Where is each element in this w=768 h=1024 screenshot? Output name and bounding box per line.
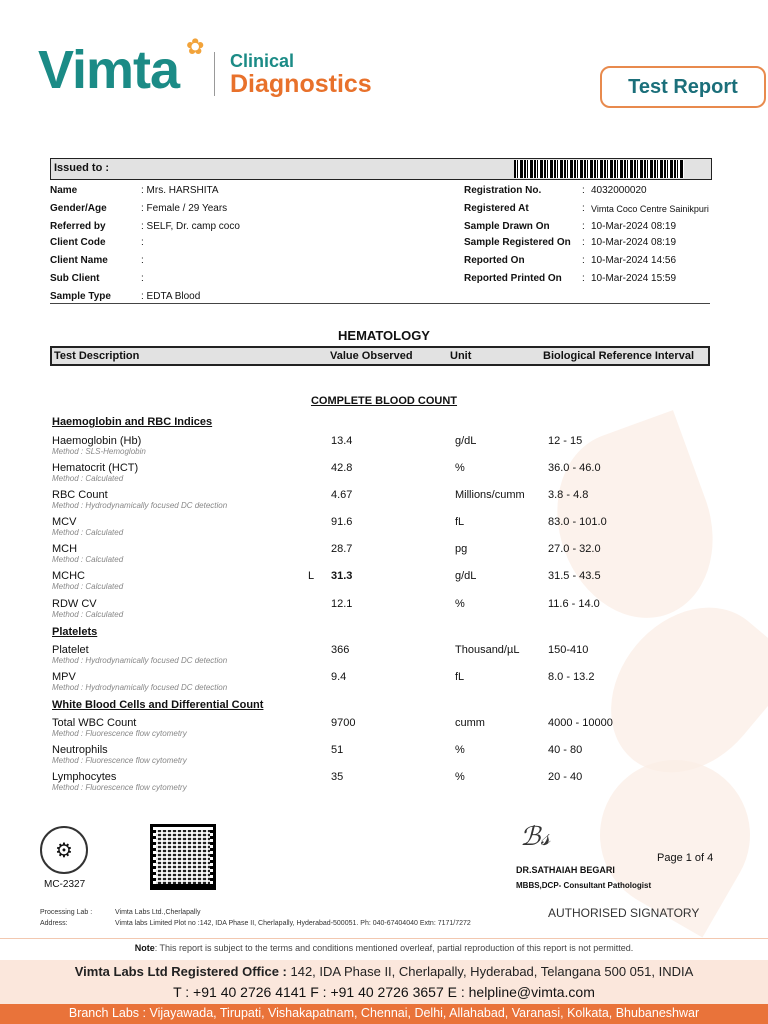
address-value: Vimta labs Limited Plot no :142, IDA Phase II, Cherlapally, Hyderabad-500051. Ph: 040-67404040 Extn: 7171/7272 xyxy=(115,920,471,927)
test-unit: % xyxy=(455,462,465,474)
group-wbc: White Blood Cells and Differential Count xyxy=(52,699,264,711)
table-row xyxy=(0,543,768,569)
test-method: Method : Hydrodynamically focused DC detection xyxy=(52,683,228,692)
doctor-name: DR.SATHAIAH BEGARI xyxy=(516,865,615,875)
sample-type-value: : EDTA Blood xyxy=(141,291,201,302)
reported-printed-label: Reported Printed On xyxy=(464,273,562,284)
test-value: 9.4 xyxy=(331,671,347,683)
test-ref: 11.6 - 14.0 xyxy=(548,598,600,610)
test-name: Haemoglobin (Hb) xyxy=(52,435,142,447)
test-method: Method : Fluorescence flow cytometry xyxy=(52,729,187,738)
name-label: Name xyxy=(50,185,78,196)
table-row xyxy=(0,489,768,515)
sub-client-label: Sub Client xyxy=(50,273,100,284)
colon: : xyxy=(582,221,585,232)
signature-icon: ℬ𝓈 xyxy=(520,822,551,852)
reported-on-label: Reported On xyxy=(464,255,525,266)
test-ref: 3.8 - 4.8 xyxy=(548,489,589,501)
table-row xyxy=(0,717,768,743)
logo-vimta: Vimta xyxy=(38,40,180,100)
registration-no-label: Registration No. xyxy=(464,185,542,196)
mc-code: MC-2327 xyxy=(44,879,86,890)
test-ref: 36.0 - 46.0 xyxy=(548,462,601,474)
sample-drawn-value: 10-Mar-2024 08:19 xyxy=(591,221,677,232)
address-label: Address: xyxy=(40,920,68,927)
test-unit: % xyxy=(455,744,465,756)
table-row xyxy=(0,435,768,461)
table-row xyxy=(0,462,768,488)
sample-registered-value: 10-Mar-2024 08:19 xyxy=(591,237,677,248)
col-test: Test Description xyxy=(54,350,140,362)
table-row xyxy=(0,744,768,770)
test-unit: g/dL xyxy=(455,435,477,447)
referred-value: : SELF, Dr. camp coco xyxy=(141,221,240,232)
colon: : xyxy=(582,237,585,248)
group-rbc: Haemoglobin and RBC Indices xyxy=(52,416,213,428)
test-name: Total WBC Count xyxy=(52,717,137,729)
test-ref: 12 - 15 xyxy=(548,435,583,447)
sample-drawn-label: Sample Drawn On xyxy=(464,221,550,232)
colon: : xyxy=(582,185,585,196)
test-name: MCHC xyxy=(52,570,85,582)
test-method: Method : Calculated xyxy=(52,555,124,564)
barcode xyxy=(514,160,684,178)
client-code-value: : xyxy=(141,237,144,248)
note xyxy=(0,943,768,953)
colon: : xyxy=(582,255,585,266)
test-value: 42.8 xyxy=(331,462,353,474)
gender-value: : Female / 29 Years xyxy=(141,203,228,214)
test-method: Method : Calculated xyxy=(52,582,124,591)
client-code-label: Client Code xyxy=(50,237,106,248)
test-name: Lymphocytes xyxy=(52,771,117,783)
registered-office xyxy=(0,964,768,979)
registered-at-label: Registered At xyxy=(464,203,529,214)
col-ref: Biological Reference Interval xyxy=(543,350,694,362)
test-name: Neutrophils xyxy=(52,744,108,756)
gender-label: Gender/Age xyxy=(50,203,107,214)
test-name: Platelet xyxy=(52,644,89,656)
office-address: 142, IDA Phase II, Cherlapally, Hyderabad, Telangana 500 051, INDIA xyxy=(286,964,694,979)
referred-label: Referred by xyxy=(50,221,106,232)
page-number: Page 1 of 4 xyxy=(657,852,714,864)
test-value: 51 xyxy=(331,744,344,756)
client-name-label: Client Name xyxy=(50,255,108,266)
test-value: 12.1 xyxy=(331,598,353,610)
processing-lab-label: Processing Lab : xyxy=(40,909,93,916)
test-unit: Thousand/µL xyxy=(455,644,520,656)
reported-on-value: 10-Mar-2024 14:56 xyxy=(591,255,677,266)
test-value: 366 xyxy=(331,644,350,656)
test-unit: Millions/cumm xyxy=(455,489,525,501)
accreditation-seal-icon: ⚙ xyxy=(40,826,88,874)
issued-to-label: Issued to : xyxy=(54,162,110,174)
qr-code-pattern xyxy=(156,830,210,884)
footer-divider xyxy=(0,938,768,939)
test-method: Method : Hydrodynamically focused DC detection xyxy=(52,501,228,510)
contact-line: T : +91 40 2726 4141 F : +91 40 2726 3657 E : helpline@vimta.com xyxy=(173,984,595,1000)
test-value: 91.6 xyxy=(331,516,353,528)
test-method: Method : Fluorescence flow cytometry xyxy=(52,756,187,765)
test-name: MCH xyxy=(52,543,78,555)
table-row xyxy=(0,671,768,697)
table-header xyxy=(50,346,710,366)
test-method: Method : Fluorescence flow cytometry xyxy=(52,783,187,792)
test-method: Method : Hydrodynamically focused DC detection xyxy=(52,656,228,665)
department-title: HEMATOLOGY xyxy=(338,328,430,343)
test-unit: g/dL xyxy=(455,570,477,582)
test-name: MCV xyxy=(52,516,77,528)
branch-labs: Branch Labs : Vijayawada, Tirupati, Vishakapatnam, Chennai, Delhi, Allahabad, Varanasi, Kolkata, Bhubaneshwar xyxy=(68,1006,700,1020)
authorised-signatory: AUTHORISED SIGNATORY xyxy=(548,906,700,920)
processing-lab-value: Vimta Labs Ltd.,Cherlapally xyxy=(115,909,201,916)
test-method: Method : Calculated xyxy=(52,528,124,537)
note-text: : This report is subject to the terms and conditions mentioned overleaf, partial reproduction of this report is not permitted. xyxy=(154,943,634,953)
test-ref: 27.0 - 32.0 xyxy=(548,543,601,555)
test-ref: 4000 - 10000 xyxy=(548,717,613,729)
test-value: 4.67 xyxy=(331,489,353,501)
test-value: 28.7 xyxy=(331,543,353,555)
table-row xyxy=(0,598,768,624)
test-method: Method : Calculated xyxy=(52,474,124,483)
panel-title: COMPLETE BLOOD COUNT xyxy=(310,395,458,407)
sample-registered-label: Sample Registered On xyxy=(464,237,571,248)
test-ref: 83.0 - 101.0 xyxy=(548,516,607,528)
test-name: RDW CV xyxy=(52,598,97,610)
registration-no-value: 4032000020 xyxy=(591,185,647,196)
logo-diagnostics: Diagnostics xyxy=(230,70,372,98)
test-unit: % xyxy=(455,598,465,610)
test-method: Method : SLS-Hemoglobin xyxy=(52,447,146,456)
test-value: 35 xyxy=(331,771,344,783)
test-unit: % xyxy=(455,771,465,783)
test-name: Hematocrit (HCT) xyxy=(52,462,139,474)
test-method: Method : Calculated xyxy=(52,610,124,619)
colon: : xyxy=(582,273,585,284)
test-value: 9700 xyxy=(331,717,356,729)
test-report-badge: Test Report xyxy=(600,66,766,108)
colon: : xyxy=(582,203,585,214)
logo-divider xyxy=(214,52,215,96)
table-row xyxy=(0,771,768,797)
info-divider xyxy=(50,303,710,304)
reported-printed-value: 10-Mar-2024 15:59 xyxy=(591,273,677,284)
logo-star-icon: ✿ xyxy=(186,34,205,59)
test-name: MPV xyxy=(52,671,76,683)
test-ref: 150-410 xyxy=(548,644,589,656)
name-value: : Mrs. HARSHITA xyxy=(141,185,219,196)
group-platelets: Platelets xyxy=(52,626,98,638)
test-name: RBC Count xyxy=(52,489,108,501)
office-label: Vimta Labs Ltd Registered Office : xyxy=(74,964,287,979)
sample-type-label: Sample Type xyxy=(50,291,111,302)
table-row xyxy=(0,570,768,596)
test-value-abnormal: 31.3 xyxy=(331,570,353,582)
test-ref: 20 - 40 xyxy=(548,771,583,783)
test-ref: 8.0 - 13.2 xyxy=(548,671,595,683)
test-ref: 40 - 80 xyxy=(548,744,583,756)
test-unit: cumm xyxy=(455,717,485,729)
test-ref: 31.5 - 43.5 xyxy=(548,570,601,582)
test-unit: fL xyxy=(455,671,465,683)
logo-clinical: Clinical xyxy=(230,51,295,71)
sub-client-value: : xyxy=(141,273,144,284)
note-label: Note xyxy=(134,943,155,953)
test-value: 13.4 xyxy=(331,435,353,447)
test-unit: fL xyxy=(455,516,465,528)
registered-at-value: Vimta Coco Centre Sainikpuri xyxy=(591,204,709,214)
test-unit: pg xyxy=(455,543,468,555)
client-name-value: : xyxy=(141,255,144,266)
table-row xyxy=(0,644,768,670)
table-row xyxy=(0,516,768,542)
col-unit: Unit xyxy=(450,350,472,362)
col-value: Value Observed xyxy=(330,350,413,362)
test-flag-low: L xyxy=(308,570,315,582)
doctor-degree: MBBS,DCP- Consultant Pathologist xyxy=(516,881,652,890)
